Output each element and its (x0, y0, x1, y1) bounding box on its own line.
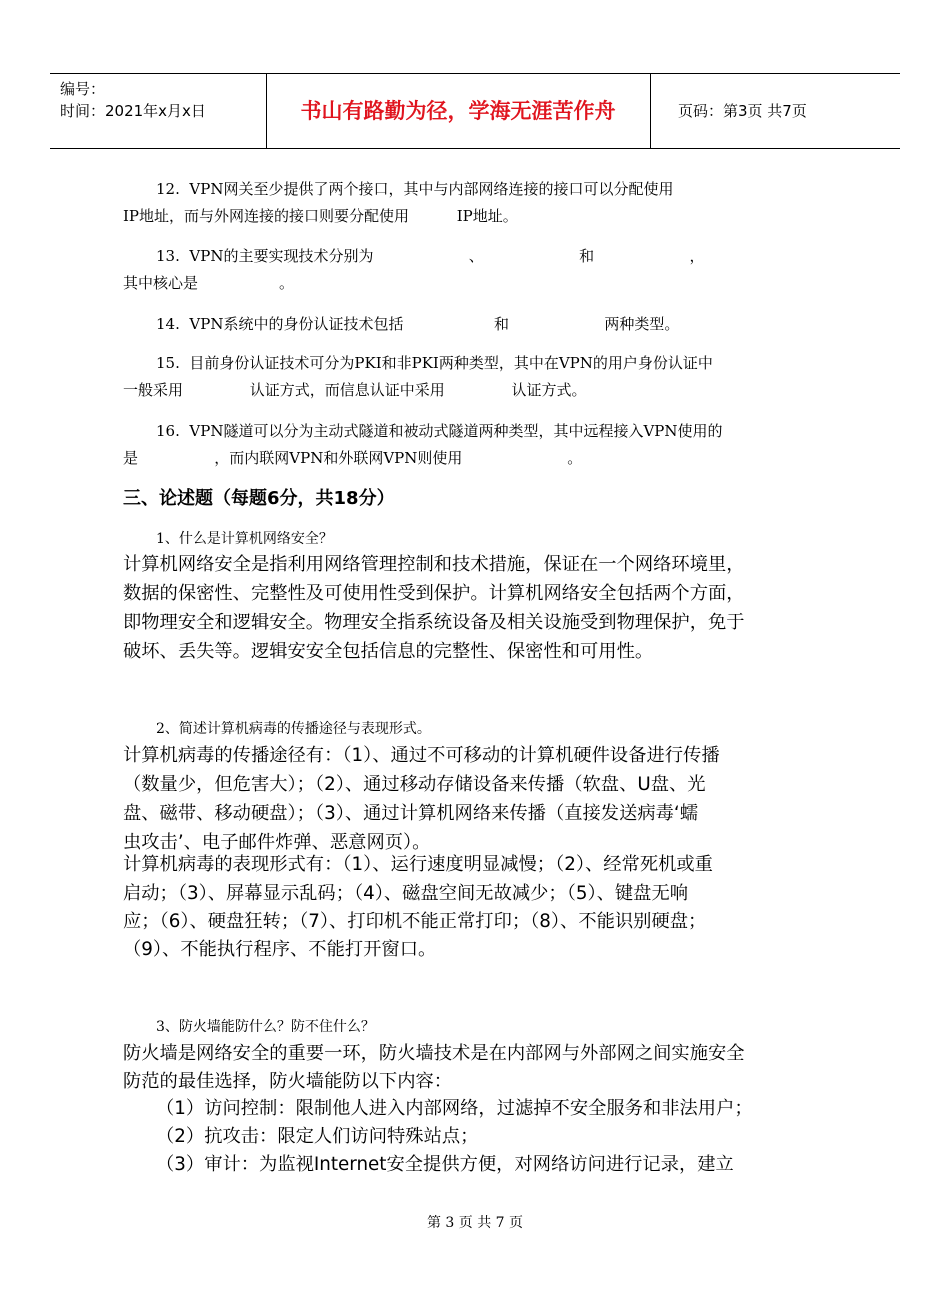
essay-answer-3-line: 防火墙是网络安全的重要一环，防火墙技术是在内部网与外部网之间实施安全 (123, 1043, 745, 1064)
page-footer: 第 3 页 共 7 页 (426, 1215, 524, 1231)
header-page-number: 页码：第3页 共7页 (678, 102, 807, 120)
essay-answer-1-line: 即物理安全和逻辑安全。物理安全指系统设备及相关设施受到物理保护，免于 (123, 612, 745, 633)
essay-answer-3-line: 防范的最佳选择，防火墙能防以下内容： (123, 1071, 453, 1092)
header-divider (650, 74, 651, 148)
essay-answer-2-line: 计算机病毒的传播途径有：（1）、通过不可移动的计算机硬件设备进行传播 (123, 745, 720, 766)
essay-answer-2-line: （数量少，但危害大）；（2）、通过移动存储设备来传播（软盘、U盘、光 (123, 774, 706, 795)
essay-answer-2-line: 计算机病毒的表现形式有：（1）、运行速度明显减慢；（2）、经常死机或重 (123, 854, 713, 875)
essay-answer-1-line: 破坏、丢失等。逻辑安安全包括信息的完整性、保密性和可用性。 (123, 641, 654, 662)
essay-question-2: 2、简述计算机病毒的传播途径与表现形式。 (156, 721, 431, 737)
essay-answer-2-line: 应；（6）、硬盘狂转；（7）、打印机不能正常打印；（8）、不能识别硬盘； (123, 911, 707, 932)
essay-answer-1-line: 数据的保密性、完整性及可使用性受到保护。计算机网络安全包括两个方面， (123, 583, 745, 604)
essay-answer-3-item: （3）审计：为监视Internet安全提供方便，对网络访问进行记录，建立 (156, 1154, 734, 1175)
date-label: 时间：2021年x月x日 (60, 102, 206, 120)
serial-number-label: 编号： (60, 80, 106, 98)
essay-answer-3-item: （2）抗攻击：限定人们访问特殊站点； (156, 1126, 479, 1147)
essay-answer-2-line: （9）、不能执行程序、不能打开窗口。 (123, 939, 437, 960)
question-16-line-1: 16. VPN隧道可以分为主动式隧道和被动式隧道两种类型，其中远程接入VPN使用的 (156, 422, 723, 440)
header-meta (60, 78, 206, 122)
question-15-line-2: 一般采用 认证方式，而信息认证中采用 认证方式。 (123, 381, 587, 399)
essay-answer-2-line: 启动；（3）、屏幕显示乱码；（4）、磁盘空间无故减少；（5）、键盘无响 (123, 883, 689, 904)
page-header (50, 73, 900, 149)
question-16-line-2: 是 ，而内联网VPN和外联网VPN则使用 。 (123, 449, 583, 467)
essay-answer-3-item: （1）访问控制：限制他人进入内部网络，过滤掉不安全服务和非法用户； (156, 1098, 753, 1119)
question-13-line-2: 其中核心是 。 (123, 274, 295, 292)
essay-question-1: 1、什么是计算机网络安全？ (156, 531, 333, 547)
essay-question-3: 3、防火墙能防什么？防不住什么？ (156, 1019, 375, 1035)
question-15-line-1: 15. 目前身份认证技术可分为PKI和非PKI两种类型，其中在VPN的用户身份认证中 (156, 354, 713, 372)
question-12-line-1: 12. VPN网关至少提供了两个接口，其中与内部网络连接的接口可以分配使用 (156, 180, 674, 198)
essay-answer-2-line: 盘、磁带、移动硬盘）；（3）、通过计算机网络来传播（直接发送病毒‘蠕 (123, 803, 699, 824)
question-14-line-1: 14. VPN系统中的身份认证技术包括 和 两种类型。 (156, 315, 680, 333)
question-13-line-1: 13. VPN的主要实现技术分别为 、 和 ， (156, 247, 705, 265)
question-12-line-2: IP地址，而与外网连接的接口则要分配使用 IP地址。 (123, 207, 518, 225)
essay-answer-2-line: 虫攻击’、电子邮件炸弹、恶意网页）。 (123, 832, 431, 853)
section-title: 三、论述题（每题6分，共18分） (123, 488, 395, 509)
header-motto: 书山有路勤为径，学海无涯苦作舟 (300, 99, 616, 123)
essay-answer-1-line: 计算机网络安全是指利用网络管理控制和技术措施，保证在一个网络环境里， (123, 554, 745, 575)
